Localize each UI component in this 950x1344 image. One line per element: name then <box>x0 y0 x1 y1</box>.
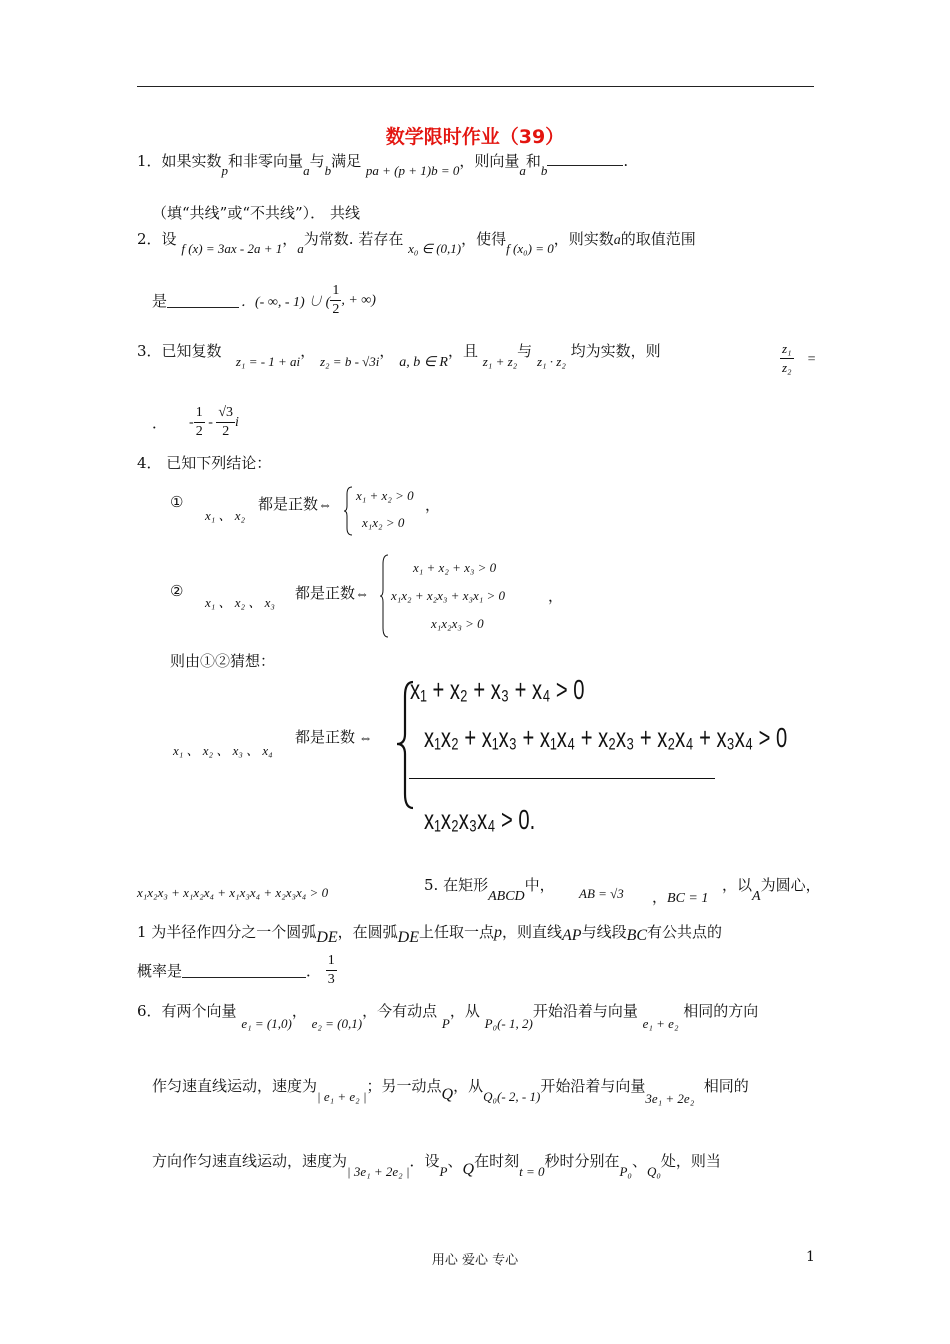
q6-point-p2: P <box>439 1164 448 1179</box>
q5-line3: 概率是 ． $\frac{1}{3}$ <box>137 953 335 987</box>
q5-text-l2c: 上任取一点 <box>419 923 495 941</box>
q3-text-c: 与 <box>517 342 533 360</box>
q6-line1: 6．有两个向量 e₁ = (1,0)， e₂ = (0,1)，今有动点 P，从 P₀(- 1, 2)开始沿着与向量 e₁ + e₂ 相同的方向 <box>137 1002 759 1031</box>
q2-line1 <box>137 228 696 256</box>
q5-text-c: ，以 <box>722 876 753 894</box>
q3-product: z₁ · z₂ <box>536 354 566 369</box>
q4-c1-line2: x₁x₂ > 0 <box>362 515 405 530</box>
q6-p0b: P₀ <box>619 1164 632 1179</box>
q6-text-l2a: 作匀速直线运动，速度为 <box>152 1077 318 1095</box>
q6-text-l3c: 、 <box>447 1152 463 1170</box>
q4-conclusion1-vars: x₁ 、 x₂ <box>205 508 246 523</box>
q3-ratio <box>780 340 816 377</box>
q2-frac-den: 2 <box>332 302 340 317</box>
q3-ratio-den: z₂ <box>782 360 792 375</box>
q1-vec-a: a <box>303 163 310 178</box>
q5-arc-de2: DE <box>397 929 419 946</box>
q5-line1 <box>424 874 555 904</box>
q4-guess-line4: x₁x₂x₃x₄ > 0. <box>424 804 536 835</box>
q2-var-a: a <box>297 241 304 256</box>
q3-equals: = <box>806 352 817 367</box>
q4-guess-vars: x₁ 、 x₂ 、 x₃ 、 x₄ <box>173 743 273 758</box>
q2-answer-left: ．(- ∞, - 1) ∪ ( <box>241 294 331 310</box>
q4-g-text: 都是正数 <box>295 728 356 746</box>
q5-text-l2d: ，则直线 <box>502 923 563 941</box>
q3-answer-frac1 <box>194 404 205 441</box>
q4-c1-comma: ， <box>425 496 441 514</box>
q1-answer-blank <box>547 151 623 166</box>
q1-line2: （填“共线”或“不共线”）． 共线 <box>152 204 360 222</box>
q1-vec-a2: a <box>519 163 526 178</box>
q4-guess-text: 都是正数 ⇔ <box>295 728 373 746</box>
q1-text-g: . <box>623 152 629 170</box>
q2-text-g: 的取值范围 <box>620 230 696 248</box>
q2-text-a: 2．设 <box>137 230 177 248</box>
q3-ans-d1: 2 <box>195 424 203 439</box>
q3-text-b: ，且 <box>447 342 478 360</box>
q5-line-ap: AP <box>562 927 582 944</box>
q3-ratio-fraction <box>780 340 794 377</box>
q6-text-d: 开始沿着与向量 <box>532 1002 638 1020</box>
q2-text-d: ，使得 <box>461 230 507 248</box>
q5-answer-fraction <box>326 952 337 989</box>
q5-bc: ，BC = 1 <box>652 888 709 906</box>
q2-answer-right: , + ∞) <box>341 292 376 308</box>
q3-ans-n1: 1 <box>194 404 205 423</box>
q6-speed2: | 3e₁ + 2e₂ | <box>347 1164 410 1179</box>
q2-answer-blank <box>167 293 239 308</box>
q4-answer: x₁x₂x₃ + x₁x₂x₄ + x₁x₃x₄ + x₂x₃x₄ > 0 <box>137 885 329 900</box>
q5-arc-de: DE <box>316 929 338 946</box>
q1-text-e: ，则向量 <box>459 152 520 170</box>
q3-ans-i: i <box>235 414 239 430</box>
q6-text-l3a: 方向作匀速直线运动，速度为 <box>152 1152 348 1170</box>
q6-text-a: 6．有两个向量 <box>137 1002 237 1020</box>
q5-text-l2a: 1 为半径作四分之一个圆弧 <box>137 923 317 941</box>
q6-e2: e₂ = (0,1) <box>311 1016 363 1031</box>
q3-ab-real: a, b ∈ R <box>399 355 448 370</box>
q2-fx0: f (x₀) = 0 <box>506 241 554 256</box>
q2-line2 <box>152 282 376 319</box>
q3-answer: ． - $\frac{1}{2}$ - $\frac{√3}{2}$ i <box>152 405 239 439</box>
q5-text-b: 中， <box>524 876 555 894</box>
q4-intro: 4． 已知下列结论： <box>137 454 272 472</box>
q6-text-l3g: 处，则当 <box>660 1152 721 1170</box>
q4-guess-line1: x₁ + x₂ + x₃ + x₄ > 0 <box>410 674 585 705</box>
q4-guess: 则由①②猜想： <box>170 652 276 670</box>
q6-text-c: ，从 <box>449 1002 480 1020</box>
q5-line2 <box>137 921 723 946</box>
q3-line1: 3．已知复数 z₁ = - 1 + ai， z₂ = b - √3i， a, b ∈ R，且 z₁ + z₂与 z₁ · z₂ 均为实数，则 <box>137 342 661 370</box>
q1-line1 <box>137 150 629 178</box>
q4-c1-line1: x₁ + x₂ > 0 <box>356 488 414 503</box>
q6-p0: P₀(- 1, 2) <box>484 1016 533 1031</box>
q5-abcd: ABCD <box>488 889 525 904</box>
q5-text-l3: 概率是 <box>137 962 183 980</box>
q3-z1: z₁ = - 1 + ai <box>235 354 301 369</box>
q5-point-p: p <box>494 924 503 941</box>
q6-time0: t = 0 <box>519 1164 545 1179</box>
q1-vec-b: b <box>324 163 332 178</box>
q4-brace1 <box>344 486 354 536</box>
q3-answer-frac2 <box>216 404 235 441</box>
q3-ans-n2: √3 <box>216 404 235 423</box>
q4-conclusion2-vars: x₁ 、 x₂ 、 x₃ <box>205 595 275 610</box>
q5-segment-bc: BC <box>626 927 648 944</box>
q4-conclusion1-mark: ① <box>170 493 184 511</box>
q5-line1-end <box>722 874 821 904</box>
q5-text-a: 5. 在矩形 <box>424 876 489 894</box>
q1-text-a: 1．如果实数 <box>137 152 222 170</box>
q2-frac-num: 1 <box>330 282 341 301</box>
q3-sum: z₁ + z₂ <box>482 354 518 369</box>
q6-text-l3b: ．设 <box>409 1152 440 1170</box>
q1-text-f: 和 <box>525 152 541 170</box>
q4-brace2 <box>380 554 390 638</box>
q6-text-l2c: ，从 <box>453 1077 484 1095</box>
q4-c1-text: 都是正数 <box>258 495 319 513</box>
q6-line2 <box>152 1075 749 1106</box>
q6-line3 <box>152 1150 721 1179</box>
q3-ratio-num: z₁ <box>780 340 794 359</box>
header-rule <box>137 86 814 87</box>
q5-point-a: A <box>752 889 761 904</box>
q3-answer-dot: ． <box>152 414 168 432</box>
q4-guess-blank <box>409 778 715 779</box>
q5-text-d: 为圆心， <box>760 876 821 894</box>
q1-text-c: 与 <box>309 152 325 170</box>
q4-c2-line2: x₁x₂ + x₂x₃ + x₃x₁ > 0 <box>391 588 506 603</box>
q2-answer-fraction <box>330 282 341 319</box>
q4-c2-line3: x₁x₂x₃ > 0 <box>431 616 484 631</box>
q1-text-d: 满足 <box>331 152 362 170</box>
q6-q0b: Q₀ <box>646 1164 661 1179</box>
q6-vector-sum: e₁ + e₂ <box>642 1016 679 1031</box>
page-footer: 用心 爱心 专心 <box>431 1253 519 1268</box>
q4-conclusion2-text: 都是正数⇔ <box>295 584 370 602</box>
q6-text-l3d: 在时刻 <box>474 1152 520 1170</box>
q5-text-l2e: 与线段 <box>581 923 627 941</box>
q1-equation: pa + (p + 1)b = 0 <box>365 163 460 178</box>
q6-vector2: 3e₁ + 2e₂ <box>645 1091 695 1106</box>
q3-text-d: 均为实数，则 <box>570 342 661 360</box>
q2-function: f (x) = 3ax - 2a + 1 <box>181 241 283 256</box>
q2-var-a2: a <box>613 233 621 248</box>
q6-text-l2b: ；另一动点 <box>366 1077 442 1095</box>
q6-text-l2e: 相同的 <box>703 1077 749 1095</box>
q2-text-b: ， <box>282 230 298 248</box>
q3-z2: z₂ = b - √3i <box>319 354 380 369</box>
q1-var-p: p <box>221 163 229 178</box>
page-title: 数学限时作业（39） <box>385 126 565 148</box>
q5-text-l2f: 有公共点的 <box>647 923 723 941</box>
q2-text-c: 为常数. 若存在 <box>303 230 404 248</box>
q4-conclusion2-mark: ② <box>170 582 184 600</box>
q6-text-l3f: 、 <box>631 1152 647 1170</box>
q2-text-e: ，则实数 <box>553 230 614 248</box>
q6-point-q: Q <box>441 1086 454 1103</box>
q4-c2-line1: x₁ + x₂ + x₃ > 0 <box>413 560 497 575</box>
q2-text-line2: 是 <box>152 292 168 310</box>
q6-q0: Q₀(- 2, - 1) <box>483 1089 541 1104</box>
page-number: 1 <box>806 1249 815 1265</box>
q1-vec-b2: b <box>540 163 548 178</box>
q4-c2-comma: ， <box>548 587 564 605</box>
q5-ans-den: 3 <box>327 972 335 987</box>
q3-ans-d2: 2 <box>222 424 230 439</box>
q5-text-l2b: ，在圆弧 <box>337 923 398 941</box>
q5-ab: AB = √3 <box>579 886 624 901</box>
q4-c2-text: 都是正数 <box>295 584 356 602</box>
q6-text-b: ，今有动点 <box>362 1002 438 1020</box>
q4-guess-line2: x₁x₂ + x₁x₃ + x₁x₄ + x₂x₃ + x₂x₄ + x₃x₄ > 0 <box>424 722 788 753</box>
q6-speed1: | e₁ + e₂ | <box>317 1089 367 1104</box>
q1-text-b: 和非零向量 <box>228 152 304 170</box>
q6-e1: e₁ = (1,0) <box>241 1016 292 1031</box>
q5-bc-text: BC = 1 <box>667 891 709 906</box>
q6-point-p: P <box>441 1016 450 1031</box>
q5-ans-num: 1 <box>326 952 337 971</box>
q6-point-q2: Q <box>462 1161 475 1178</box>
q4-conclusion1-text: 都是正数⇔ <box>258 495 333 513</box>
q6-text-e: 相同的方向 <box>683 1002 759 1020</box>
q2-x0-range: x₀ ∈ (0,1) <box>408 241 462 256</box>
q6-text-l2d: 开始沿着与向量 <box>540 1077 646 1095</box>
q3-text-a: 3．已知复数 <box>137 342 222 360</box>
q6-text-l3e: 秒时分别在 <box>544 1152 620 1170</box>
q5-answer-blank <box>182 963 306 978</box>
